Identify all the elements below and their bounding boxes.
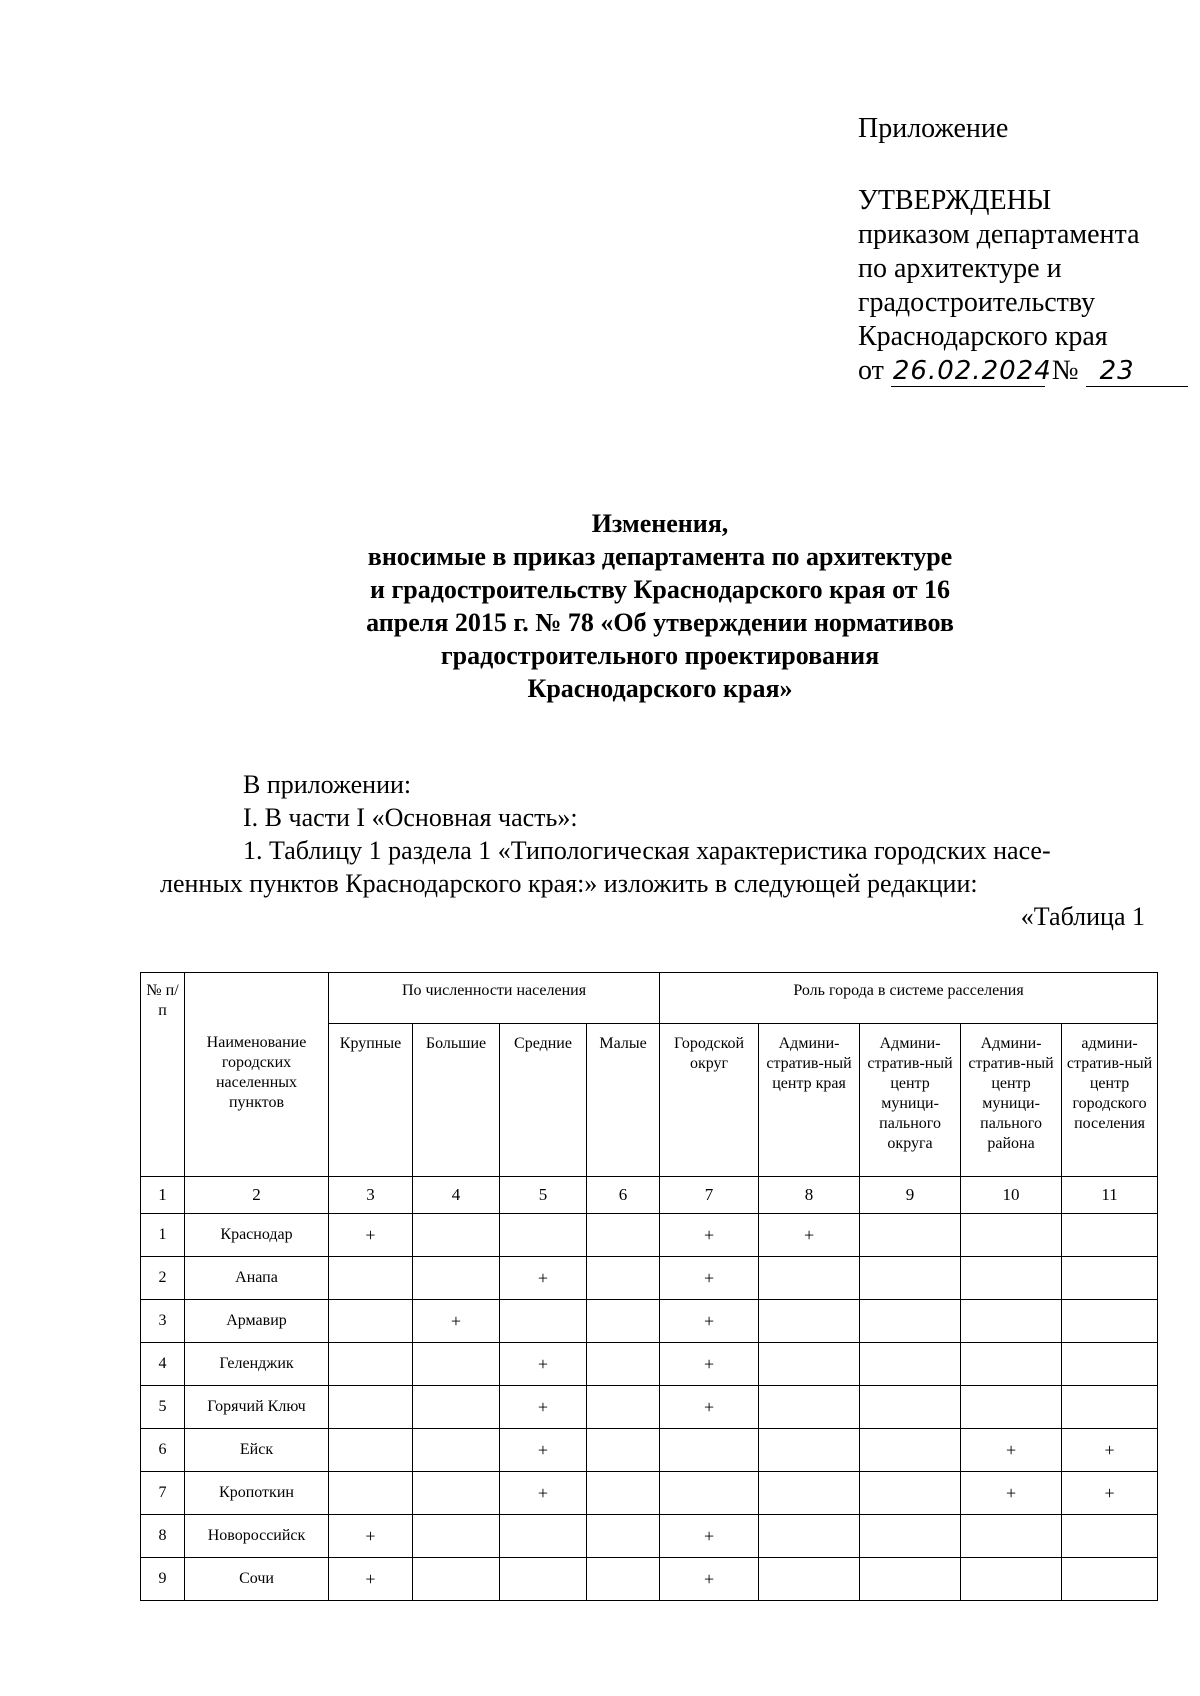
row-number: 1 bbox=[141, 1214, 185, 1257]
mark-cell bbox=[413, 1472, 500, 1515]
subheader: админи-стратив-ный центр городского поселения bbox=[1062, 1024, 1158, 1177]
mark-cell bbox=[500, 1558, 587, 1601]
mark-cell bbox=[860, 1343, 961, 1386]
title-line: апреля 2015 г. № 78 «Об утверждении нормативов bbox=[366, 608, 954, 637]
subheader: Админи-стратив-ный центр муници-пального района bbox=[961, 1024, 1062, 1177]
column-number: 5 bbox=[500, 1177, 587, 1214]
row-number: 9 bbox=[141, 1558, 185, 1601]
mark-cell bbox=[961, 1257, 1062, 1300]
mark-cell bbox=[587, 1515, 660, 1558]
table-row bbox=[141, 1386, 1158, 1429]
column-number: 10 bbox=[961, 1177, 1062, 1214]
row-number: 8 bbox=[141, 1515, 185, 1558]
mark-cell bbox=[587, 1472, 660, 1515]
paragraph: В приложении: bbox=[243, 770, 412, 799]
table-row bbox=[141, 1300, 1158, 1343]
approval-line: по архитектуре и bbox=[858, 253, 1062, 284]
mark-cell bbox=[660, 1429, 759, 1472]
mark-cell: + bbox=[961, 1472, 1062, 1515]
mark-cell: + bbox=[500, 1472, 587, 1515]
title-line: вносимые в приказ департамента по архитектуре bbox=[367, 542, 953, 571]
title-line: градостроительного проектирования bbox=[440, 641, 880, 670]
mark-cell bbox=[860, 1386, 961, 1429]
column-number: 9 bbox=[860, 1177, 961, 1214]
mark-cell bbox=[860, 1558, 961, 1601]
subheader: Средние bbox=[500, 1024, 587, 1177]
row-number: 6 bbox=[141, 1429, 185, 1472]
city-name: Геленджик bbox=[185, 1343, 329, 1386]
mark-cell bbox=[587, 1386, 660, 1429]
mark-cell bbox=[329, 1386, 413, 1429]
mark-cell bbox=[587, 1300, 660, 1343]
city-name: Армавир bbox=[185, 1300, 329, 1343]
paragraph-line: 1. Таблицу 1 раздела 1 «Типологическая характеристика городских насе- bbox=[243, 836, 1051, 865]
mark-cell bbox=[1062, 1257, 1158, 1300]
table-label: «Таблица 1 bbox=[1020, 902, 1145, 931]
title-line: и градостроительству Краснодарского края от 16 bbox=[369, 575, 951, 604]
mark-cell: + bbox=[660, 1515, 759, 1558]
number-sign: № bbox=[1051, 355, 1079, 386]
mark-cell bbox=[587, 1214, 660, 1257]
approval-line: Краснодарского края bbox=[858, 321, 1108, 352]
table-row bbox=[141, 1214, 1158, 1257]
mark-cell bbox=[961, 1558, 1062, 1601]
mark-cell bbox=[500, 1300, 587, 1343]
header-name: Наименование городских населенных пунктов bbox=[185, 973, 329, 1177]
row-number: 5 bbox=[141, 1386, 185, 1429]
column-number: 11 bbox=[1062, 1177, 1158, 1214]
column-number-row bbox=[141, 1177, 1158, 1214]
approval-line: приказом департамента bbox=[858, 219, 1140, 250]
title-line: Краснодарского края» bbox=[527, 674, 793, 703]
city-name: Анапа bbox=[185, 1257, 329, 1300]
mark-cell bbox=[1062, 1515, 1158, 1558]
body-text bbox=[160, 768, 1145, 933]
table-row bbox=[141, 1472, 1158, 1515]
mark-cell bbox=[587, 1257, 660, 1300]
mark-cell bbox=[961, 1343, 1062, 1386]
subheader: Админи-стратив-ный центр края bbox=[759, 1024, 860, 1177]
paragraph-line: ленных пунктов Краснодарского края:» изложить в следующей редакции: bbox=[160, 869, 978, 898]
mark-cell bbox=[413, 1343, 500, 1386]
mark-cell bbox=[329, 1343, 413, 1386]
mark-cell: + bbox=[329, 1214, 413, 1257]
mark-cell bbox=[660, 1472, 759, 1515]
column-number: 3 bbox=[329, 1177, 413, 1214]
typology-table bbox=[140, 972, 1158, 1601]
date-number-line bbox=[858, 354, 1188, 388]
city-name: Новороссийск bbox=[185, 1515, 329, 1558]
date-prefix: от bbox=[858, 355, 884, 386]
mark-cell bbox=[860, 1300, 961, 1343]
mark-cell: + bbox=[660, 1300, 759, 1343]
city-name: Сочи bbox=[185, 1558, 329, 1601]
mark-cell bbox=[961, 1214, 1062, 1257]
mark-cell bbox=[759, 1558, 860, 1601]
mark-cell bbox=[860, 1472, 961, 1515]
mark-cell: + bbox=[660, 1386, 759, 1429]
mark-cell bbox=[329, 1257, 413, 1300]
row-number: 2 bbox=[141, 1257, 185, 1300]
mark-cell bbox=[587, 1429, 660, 1472]
city-name: Краснодар bbox=[185, 1214, 329, 1257]
mark-cell: + bbox=[1062, 1429, 1158, 1472]
mark-cell bbox=[860, 1429, 961, 1472]
mark-cell bbox=[759, 1257, 860, 1300]
header-group-population: По численности населения bbox=[329, 973, 660, 1024]
handwritten-date: 26.02.2024 bbox=[892, 356, 1052, 386]
handwritten-number: 23 bbox=[1086, 356, 1188, 387]
mark-cell bbox=[759, 1515, 860, 1558]
column-number: 4 bbox=[413, 1177, 500, 1214]
row-number: 3 bbox=[141, 1300, 185, 1343]
mark-cell bbox=[961, 1300, 1062, 1343]
row-number: 4 bbox=[141, 1343, 185, 1386]
mark-cell: + bbox=[660, 1343, 759, 1386]
mark-cell bbox=[860, 1515, 961, 1558]
mark-cell bbox=[329, 1300, 413, 1343]
mark-cell: + bbox=[413, 1300, 500, 1343]
subheader: Городской округ bbox=[660, 1024, 759, 1177]
table-row bbox=[141, 1429, 1158, 1472]
mark-cell bbox=[413, 1257, 500, 1300]
mark-cell bbox=[413, 1515, 500, 1558]
mark-cell bbox=[1062, 1558, 1158, 1601]
mark-cell bbox=[759, 1300, 860, 1343]
mark-cell: + bbox=[660, 1558, 759, 1601]
table-row bbox=[141, 1257, 1158, 1300]
mark-cell: + bbox=[660, 1257, 759, 1300]
mark-cell: + bbox=[1062, 1472, 1158, 1515]
mark-cell bbox=[500, 1214, 587, 1257]
row-number: 7 bbox=[141, 1472, 185, 1515]
mark-cell bbox=[329, 1472, 413, 1515]
paragraph: I. В части I «Основная часть»: bbox=[243, 803, 578, 832]
city-name: Горячий Ключ bbox=[185, 1386, 329, 1429]
mark-cell bbox=[329, 1429, 413, 1472]
table-row bbox=[141, 1515, 1158, 1558]
approval-line: градостроительству bbox=[858, 287, 1096, 318]
mark-cell bbox=[1062, 1386, 1158, 1429]
mark-cell bbox=[1062, 1343, 1158, 1386]
title-line: Изменения, bbox=[591, 509, 729, 538]
mark-cell: + bbox=[329, 1515, 413, 1558]
column-number: 1 bbox=[141, 1177, 185, 1214]
approval-block bbox=[858, 112, 1188, 388]
mark-cell bbox=[1062, 1300, 1158, 1343]
column-number: 7 bbox=[660, 1177, 759, 1214]
mark-cell: + bbox=[660, 1214, 759, 1257]
column-number: 2 bbox=[185, 1177, 329, 1214]
mark-cell bbox=[413, 1558, 500, 1601]
mark-cell bbox=[759, 1386, 860, 1429]
document-title bbox=[200, 507, 1120, 705]
mark-cell bbox=[759, 1472, 860, 1515]
mark-cell: + bbox=[500, 1257, 587, 1300]
appendix-label: Приложение bbox=[858, 113, 1009, 144]
mark-cell bbox=[961, 1386, 1062, 1429]
city-name: Ейск bbox=[185, 1429, 329, 1472]
table-row bbox=[141, 1558, 1158, 1601]
city-name: Кропоткин bbox=[185, 1472, 329, 1515]
mark-cell: + bbox=[961, 1429, 1062, 1472]
column-number: 8 bbox=[759, 1177, 860, 1214]
table-row bbox=[141, 1343, 1158, 1386]
mark-cell: + bbox=[329, 1558, 413, 1601]
mark-cell bbox=[413, 1386, 500, 1429]
mark-cell bbox=[413, 1214, 500, 1257]
mark-cell bbox=[961, 1515, 1062, 1558]
subheader: Крупные bbox=[329, 1024, 413, 1177]
subheader: Админи-стратив-ный центр муници-пального округа bbox=[860, 1024, 961, 1177]
mark-cell bbox=[1062, 1214, 1158, 1257]
mark-cell: + bbox=[500, 1386, 587, 1429]
header-group-role: Роль города в системе расселения bbox=[660, 973, 1158, 1024]
subheader: Большие bbox=[413, 1024, 500, 1177]
column-number: 6 bbox=[587, 1177, 660, 1214]
mark-cell bbox=[587, 1343, 660, 1386]
mark-cell bbox=[413, 1429, 500, 1472]
mark-cell: + bbox=[500, 1343, 587, 1386]
approved-label: УТВЕРЖДЕНЫ bbox=[858, 185, 1052, 216]
mark-cell: + bbox=[759, 1214, 860, 1257]
header-no: № п/п bbox=[141, 973, 185, 1177]
mark-cell: + bbox=[500, 1429, 587, 1472]
mark-cell bbox=[860, 1214, 961, 1257]
mark-cell bbox=[759, 1343, 860, 1386]
mark-cell bbox=[860, 1257, 961, 1300]
mark-cell bbox=[759, 1429, 860, 1472]
mark-cell bbox=[587, 1558, 660, 1601]
subheader: Малые bbox=[587, 1024, 660, 1177]
mark-cell bbox=[500, 1515, 587, 1558]
